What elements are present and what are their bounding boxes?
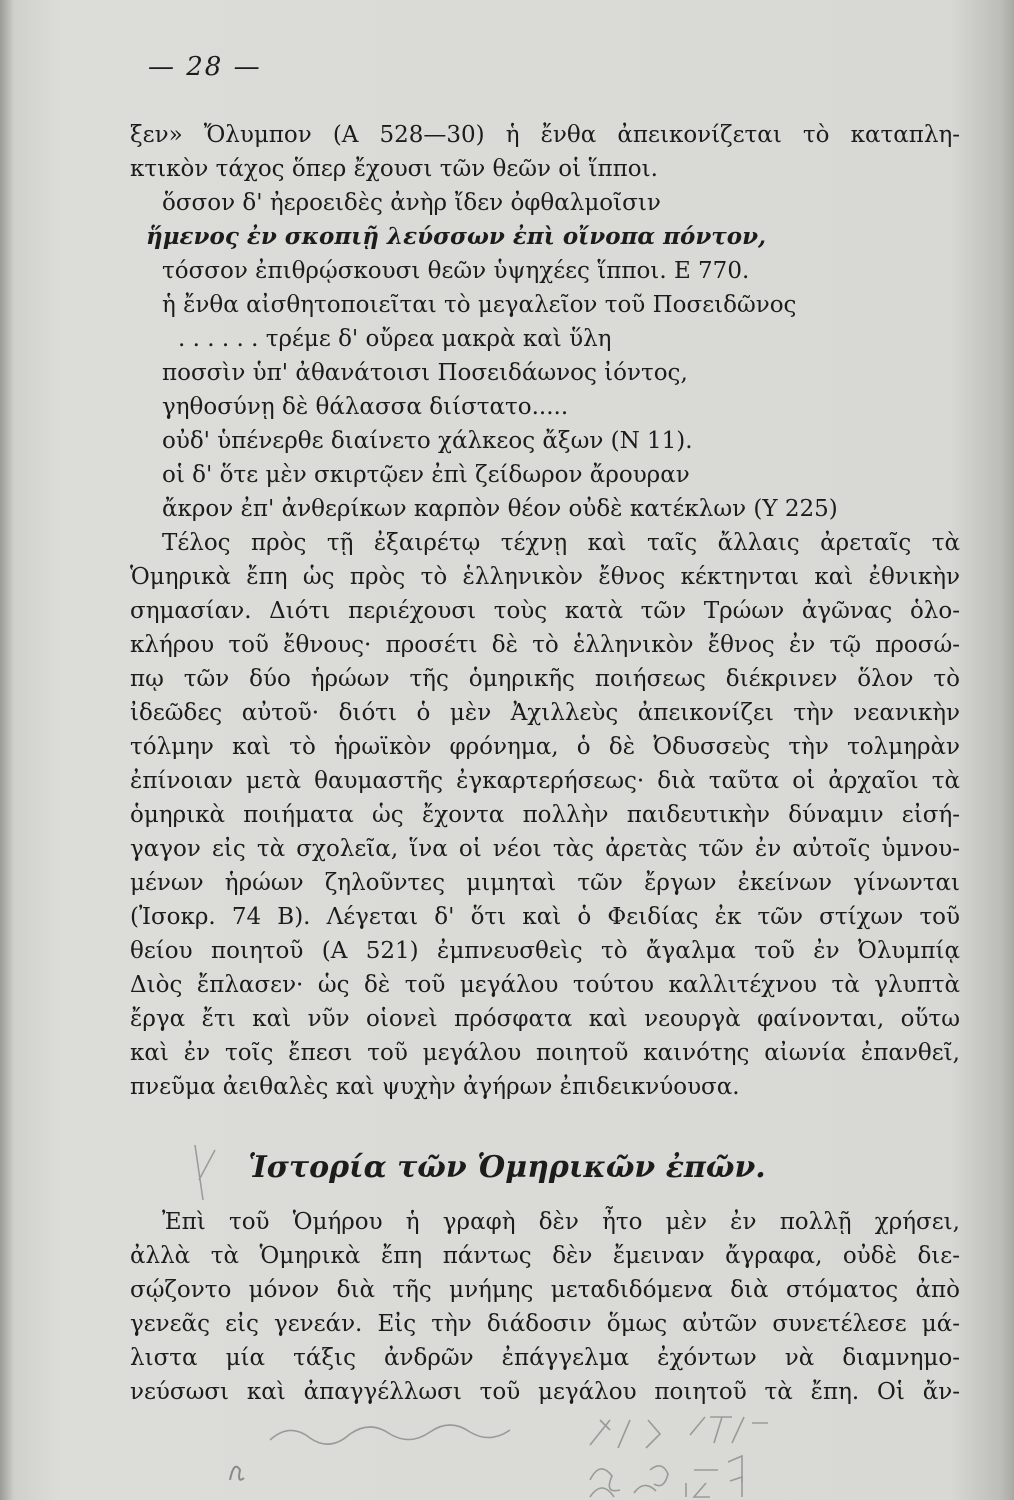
body-text-upper (130, 118, 960, 1104)
section-heading: Ἱστορία τῶν Ὁμηρικῶν ἐπῶν. (248, 1150, 766, 1185)
text-line: λιστα μία τάξις ἀνδρῶν ἐπάγγελμα ἐχόντων νὰ διαμνημο- (130, 1345, 960, 1371)
text-line: ἔργα ἔτι καὶ νῦν οἱονεὶ πρόσφατα καὶ νεουργὰ φαίνονται, οὕτω (130, 1006, 960, 1032)
text-line: Διὸς ἔπλασεν· ὡς δὲ τοῦ μεγάλου τούτου καλλιτέχνου τὰ γλυπτὰ (130, 972, 960, 998)
text-line: ἰδεῶδες αὐτοῦ· διότι ὁ μὲν Ἀχιλλεὺς ἀπεικονίζει τὴν νεανικὴν (130, 700, 960, 726)
text-line: ὁμηρικὰ ποιήματα ὡς ἔχοντα πολλὴν παιδευτικὴν δύναμιν εἰσή- (130, 802, 960, 828)
text-line: σῴζοντο μόνον διὰ τῆς μνήμης μεταδιδόμενα διὰ στόματος ἀπὸ (130, 1277, 960, 1303)
page-number: — 28 — (148, 52, 262, 82)
text-line: σημασίαν. Διότι περιέχουσι τοὺς κατὰ τῶν Τρώων ἀγῶνας ὁλο- (130, 598, 960, 624)
text-line: (Ἰσοκρ. 74 Β). Λέγεται δ' ὅτι καὶ ὁ Φειδίας ἐκ τῶν στίχων τοῦ (130, 904, 960, 930)
verse-line: ὅσσον δ' ἠεροειδὲς ἀνὴρ ἴδεν ὀφθαλμοῖσιν (162, 190, 661, 216)
text-line: ἀλλὰ τὰ Ὁμηρικὰ ἔπη πάντως δὲν ἔμειναν ἄγραφα, οὐδὲ διε- (130, 1243, 960, 1269)
body-text-lower (130, 1205, 960, 1409)
text-line: Ἐπὶ τοῦ Ὁμήρου ἡ γραφὴ δὲν ἦτο μὲν ἐν πολλῇ χρήσει, (162, 1209, 960, 1235)
verse-line-emphasis: ἥμενος ἐν σκοπιῇ λεύσσων ἐπὶ οἴνοπα πόντον, (146, 223, 767, 250)
text-line: ἡ ἔνθα αἰσθητοποιεῖται τὸ μεγαλεῖον τοῦ Ποσειδῶνος (162, 292, 797, 318)
verse-line: οἱ δ' ὅτε μὲν σκιρτῷεν ἐπὶ ζείδωρον ἄρουραν (162, 462, 690, 488)
text-line: τόλμην καὶ τὸ ἡρωϊκὸν φρόνημα, ὁ δὲ Ὀδυσσεὺς τὴν τολμηρὰν (130, 734, 960, 760)
text-line: ξεν» Ὄλυμπον (Α 528—30) ἡ ἔνθα ἀπεικονίζεται τὸ καταπλη- (130, 122, 960, 148)
handwritten-annotation-icon (170, 1405, 950, 1500)
text-line: νεύσωσι καὶ ἀπαγγέλλωσι τοῦ μεγάλου ποιητοῦ τὰ ἔπη. Οἱ ἄν- (130, 1379, 960, 1405)
verse-line: . . . . . . τρέμε δ' οὔρεα μακρὰ καὶ ὕλη (178, 326, 612, 352)
text-line: Τέλος πρὸς τῇ ἐξαιρέτῳ τέχνῃ καὶ ταῖς ἄλλαις ἀρεταῖς τὰ (162, 530, 960, 556)
text-line: γαγον εἰς τὰ σχολεῖα, ἵνα οἱ νέοι τὰς ἀρετὰς τῶν ἐν αὐτοῖς ὑμνου- (130, 836, 960, 862)
text-line: Ὁμηρικὰ ἔπη ὡς πρὸς τὸ ἑλληνικὸν ἔθνος κέκτηνται καὶ ἐθνικὴν (130, 564, 960, 590)
verse-line: οὐδ' ὑπένερθε διαίνετο χάλκεος ἄξων (Ν 11). (162, 428, 693, 454)
verse-line: γηθοσύνῃ δὲ θάλασσα διίστατο..... (162, 394, 569, 420)
text-line: πῳ τῶν δύο ἡρώων τῆς ὁμηρικῆς ποιήσεως διέκρινεν ὅλον τὸ (130, 666, 960, 692)
text-line: γενεᾶς εἰς γενεάν. Εἰς τὴν διάδοσιν ὅμως αὐτῶν συνετέλεσε μά- (130, 1311, 960, 1337)
text-line: καὶ ἐν τοῖς ἔπεσι τοῦ μεγάλου ποιητοῦ καινότης αἰωνία ἐπανθεῖ, (130, 1040, 960, 1066)
verse-line: ποσσὶν ὑπ' ἀθανάτοισι Ποσειδάωνος ἰόντος, (162, 360, 688, 386)
verse-line: ἄκρον ἐπ' ἀνθερίκων καρπὸν θέον οὐδὲ κατέκλων (Υ 225) (162, 496, 838, 522)
text-line: ἐπίνοιαν μετὰ θαυμαστῆς ἐγκαρτερήσεως· διὰ ταῦτα οἱ ἀρχαῖοι τὰ (130, 768, 960, 794)
text-line: πνεῦμα ἀειθαλὲς καὶ ψυχὴν ἀγήρων ἐπιδεικνύουσα. (130, 1074, 740, 1100)
text-line: θείου ποιητοῦ (Α 521) ἐμπνευσθεὶς τὸ ἄγαλμα τοῦ ἐν Ὀλυμπίᾳ (130, 938, 960, 964)
verse-line: τόσσον ἐπιθρῴσκουσι θεῶν ὑψηχέες ἵπποι. Ε 770. (162, 258, 750, 284)
text-line: κλήρου τοῦ ἔθνους· προσέτι δὲ τὸ ἑλληνικὸν ἔθνος ἐν τῷ προσώ- (130, 632, 960, 658)
text-line: μένων ἡρώων ζηλοῦντες μιμηταὶ τῶν ἔργων ἐκείνων γίνωνται (130, 870, 960, 896)
text-line: κτικὸν τάχος ὅπερ ἔχουσι τῶν θεῶν οἱ ἵπποι. (130, 156, 658, 182)
